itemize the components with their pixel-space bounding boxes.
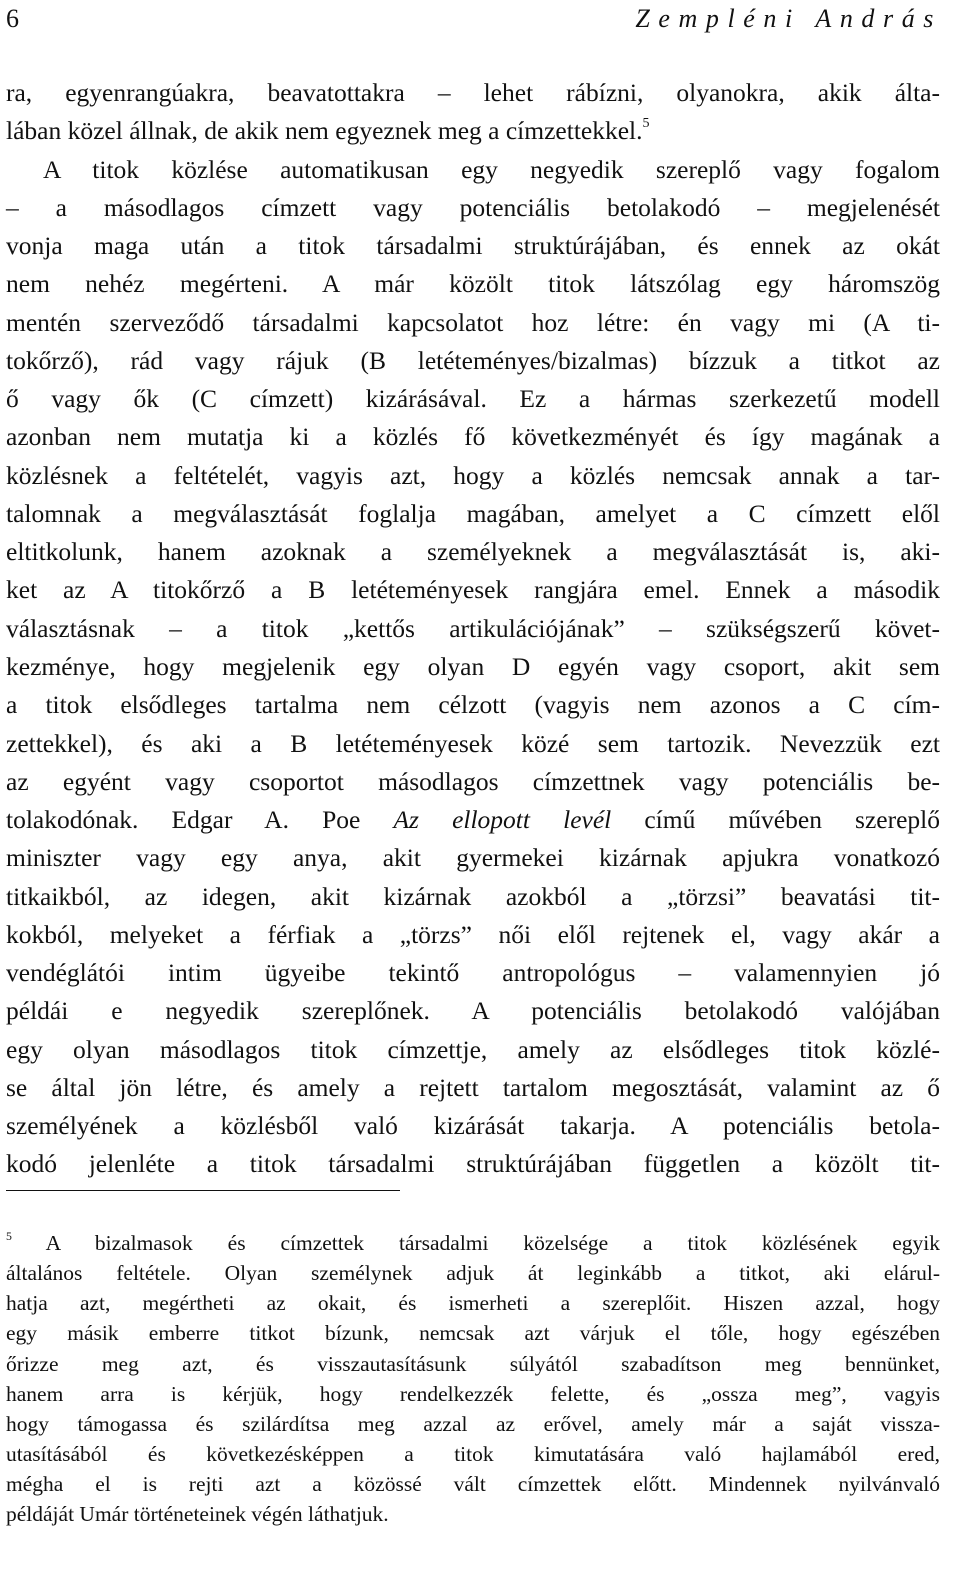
text-line: személyének a közlésből való kizárását takarja. A potenciális betola- <box>6 1111 940 1141</box>
page-header <box>6 4 942 38</box>
footnote-divider <box>6 1190 400 1191</box>
text-segment: A bizalmasok és címzettek társadalmi közelsége a titok közlésének egyik <box>45 1231 940 1255</box>
text-line <box>6 801 940 839</box>
text-line: ő vagy ők (C címzett) kizárásával. Ez a hármas szerkezetű modell <box>6 384 940 414</box>
footnote-line: utasításából és következésképpen a titok kimutatására való hajlamából ered, <box>6 1441 940 1466</box>
text-line: kezménye, hogy megjelenik egy olyan D egyén vagy csoport, akit sem <box>6 651 940 681</box>
footnote-line <box>6 1228 940 1258</box>
footnote-line: egy másik emberre titkot bízunk, nemcsak azt várjuk el tőle, hogy egészében <box>6 1321 940 1346</box>
text-line: kodó jelenléte a titok társadalmi struktúrájában független a közölt tit- <box>6 1149 940 1179</box>
text-line: vendéglátói intim ügyeibe tekintő antropológus – valamennyien jó <box>6 958 940 988</box>
text-line: választásnak – a titok „kettős artikulációjának” – szükségszerű követ- <box>6 613 940 643</box>
text-line: zettekkel), és aki a B letéteményesek közé sem tartozik. Nevezzük ezt <box>6 728 940 758</box>
footnote-line: példáját Umár történeteinek végén láthatjuk. <box>6 1502 389 1527</box>
text-line: azonban nem mutatja ki a közlés fő következményét és így magának a <box>6 422 940 452</box>
text-line: miniszter vagy egy anya, akit gyermekei kizárnak apjukra vonatkozó <box>6 843 940 873</box>
text-line: talomnak a megválasztását foglalja magában, amelyet a C címzett elől <box>6 498 940 528</box>
footnote-line: hatja azt, megértheti az okait, és ismerheti a szereplőit. Hiszen azzal, hogy <box>6 1291 940 1316</box>
footnote-marker: 5 <box>6 1228 12 1243</box>
text-line: a titok elsődleges tartalma nem célzott (vagyis nem azonos a C cím- <box>6 690 940 720</box>
paragraph-start-line: A titok közlése automatikusan egy negyedik szereplő vagy fogalom <box>43 154 940 184</box>
text-line: kokból, melyeket a férfiak a „törzs” női elől rejtenek el, vagy akár a <box>6 919 940 949</box>
footnote-line: őrizze meg azt, és visszautasításunk súlyától szabadítson meg bennünket, <box>6 1351 940 1376</box>
text-line: az egyént vagy csoportot másodlagos címzettnek vagy potenciális be- <box>6 766 940 796</box>
text-segment: tolakodónak. Edgar A. Poe <box>6 805 361 835</box>
text-line: mentén szerveződő társadalmi kapcsolatot hoz létre: én vagy mi (A ti- <box>6 307 940 337</box>
text-line: titkaikból, az idegen, akit kizárnak azokból a „törzsi” beavatási tit- <box>6 881 940 911</box>
work-title-italic: Az ellopott levél <box>393 805 612 835</box>
running-head-author: Zempléni András <box>635 4 942 33</box>
footnote-reference[interactable]: 5 <box>642 116 650 132</box>
text-line: vonja maga után a titok társadalmi struktúrájában, és ennek az okát <box>6 231 940 261</box>
footnote-line: általános feltétele. Olyan személynek adjuk át leginkább a titkot, aki elárul- <box>6 1261 940 1286</box>
text-line: egy olyan másodlagos titok címzettje, amely az elsődleges titok közlé- <box>6 1034 940 1064</box>
text-line: tokőrző), rád vagy rájuk (B letéteményes/bizalmas) bízzuk a titkot az <box>6 345 940 375</box>
page-number: 6 <box>6 4 19 33</box>
footnote-line: mégha el is rejti azt a közössé vált címzettek előtt. Mindennek nyilvánvaló <box>6 1472 940 1497</box>
text-line: ket az A titokőrző a B letéteményesek rangjára emel. Ennek a második <box>6 575 940 605</box>
text-line: se által jön létre, és amely a rejtett tartalom megosztását, valamint az ő <box>6 1072 940 1102</box>
text-line <box>6 112 940 150</box>
text-line: ra, egyenrangúakra, beavatottakra – lehet rábízni, olyanokra, akik álta- <box>6 78 940 107</box>
text-line: nem nehéz megérteni. A már közölt titok látszólag egy háromszög <box>6 269 940 299</box>
text-line: eltitkolunk, hanem azoknak a személyeknek a megválasztását is, aki- <box>6 537 940 567</box>
text-segment: című művében szereplő <box>644 805 941 835</box>
text-segment: lában közel állnak, de akik nem egyeznek meg a címzettekkel. <box>6 116 643 146</box>
footnote-5 <box>6 1228 940 1529</box>
footnote-line: hanem arra is kérjük, hogy rendelkezzék felette, és „ossza meg”, vagyis <box>6 1381 940 1406</box>
main-text <box>6 74 940 1184</box>
footnote-line: hogy támogassa és szilárdítsa meg azzal az erővel, amely már a saját vissza- <box>6 1411 940 1436</box>
text-line: – a másodlagos címzett vagy potenciális betolakodó – megjelenését <box>6 192 940 222</box>
text-line: példái e negyedik szereplőnek. A potenciális betolakodó valójában <box>6 996 940 1026</box>
text-line: közlésnek a feltételét, vagyis azt, hogy a közlés nemcsak annak a tar- <box>6 460 940 490</box>
